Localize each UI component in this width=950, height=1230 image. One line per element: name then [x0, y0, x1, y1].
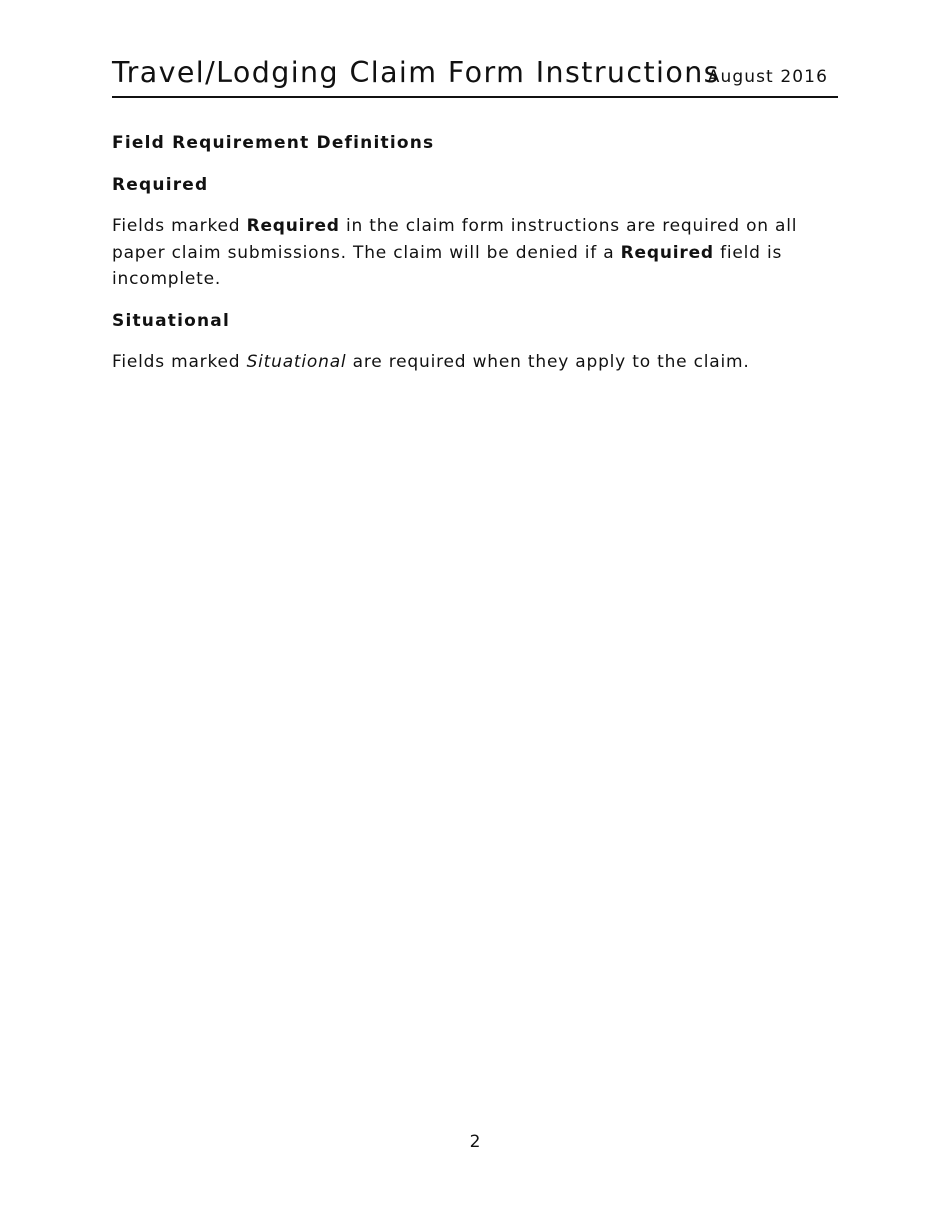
required-heading: Required	[112, 174, 209, 195]
page-number: 2	[469, 1132, 481, 1152]
page-header	[112, 52, 838, 98]
situational-italic-1: Situational	[246, 352, 347, 372]
situational-heading: Situational	[112, 310, 231, 331]
document-body	[112, 130, 838, 391]
document-date: August 2016	[707, 67, 828, 87]
required-bold-1: Required	[246, 216, 340, 236]
required-paragraph	[112, 213, 838, 293]
required-bold-2: Required	[620, 242, 714, 263]
situational-paragraph	[112, 349, 838, 376]
required-text-3: field is incomplete.	[112, 242, 783, 289]
section-heading: Field Requirement Definitions	[112, 133, 435, 153]
situational-text-2: are required when they apply to the claim.	[346, 352, 750, 372]
required-text-2: in the claim form instructions are required on all paper claim submissions. The claim will be denied if a	[112, 216, 798, 263]
required-text-1: Fields marked	[112, 216, 247, 236]
document-title: Travel/Lodging Claim Form Instructions	[112, 56, 720, 89]
situational-text-1: Fields marked	[112, 352, 247, 372]
